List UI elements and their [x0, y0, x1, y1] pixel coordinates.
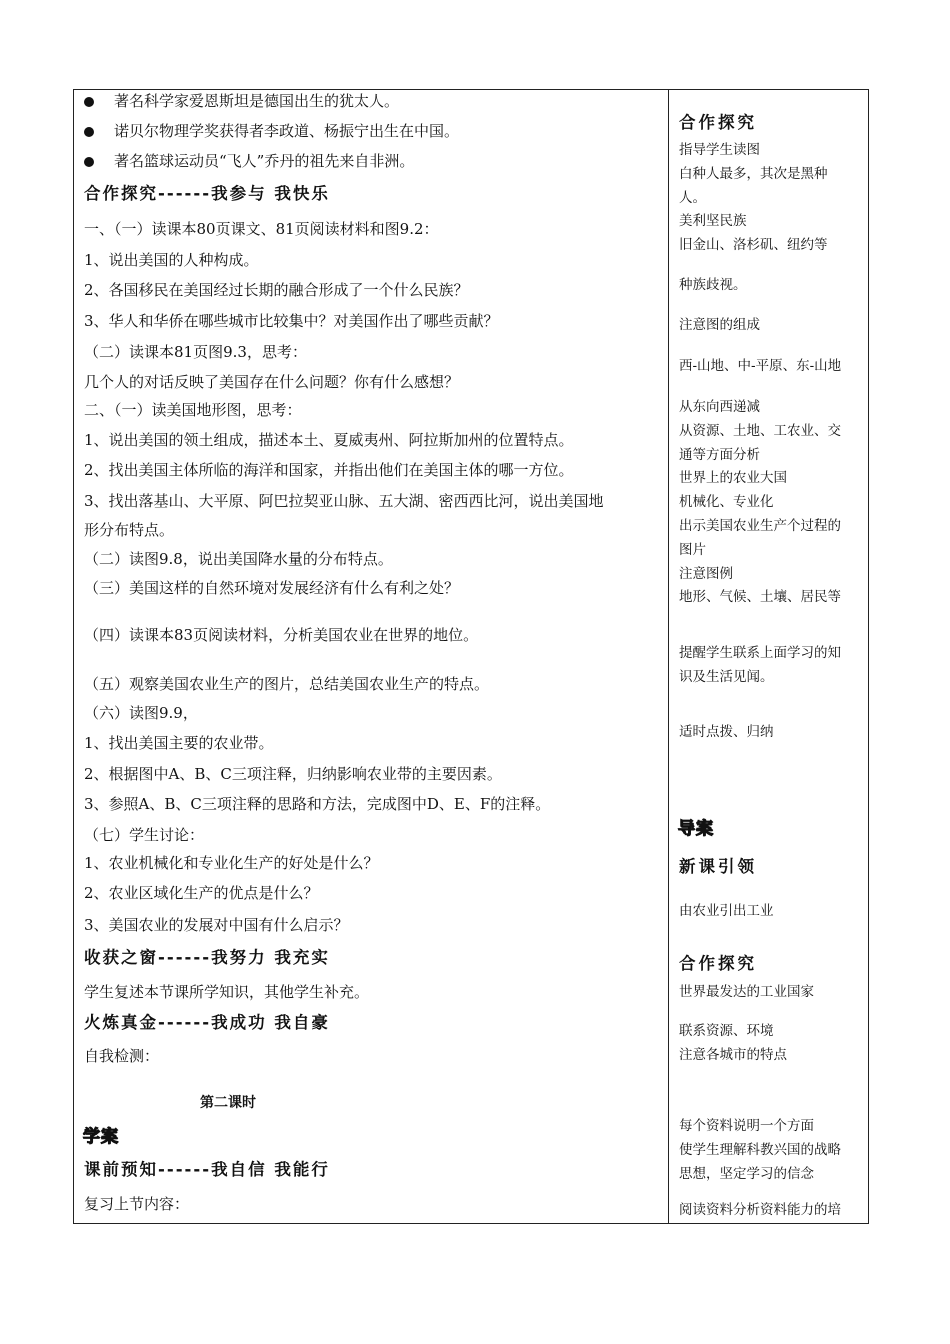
- bullet-item: 诺贝尔物理学奖获得者李政道、杨振宁出生在中国。: [114, 122, 460, 140]
- note-line: 人。: [679, 190, 706, 206]
- question-line: （二）读图9.8，说出美国降水量的分布特点。: [84, 550, 393, 568]
- summary-line: 学生复述本节课所学知识，其他学生补充。: [84, 983, 370, 1001]
- question-line: 1、找出美国主要的农业带。: [84, 734, 274, 752]
- note-line: 从资源、土地、工农业、交: [679, 423, 841, 439]
- note-line: 世界最发达的工业国家: [679, 984, 814, 1000]
- notes-heading-cooperate-2: 合作探究: [679, 954, 757, 973]
- note-line: 注意图例: [679, 566, 733, 582]
- note-line: 指导学生读图: [679, 142, 760, 158]
- bullet-dot: [84, 157, 94, 167]
- question-line: 2、找出美国主体所临的海洋和国家，并指出他们在美国主体的哪一方位。: [84, 461, 574, 479]
- note-line: 西-山地、中-平原、东-山地: [679, 358, 842, 374]
- note-line: 注意图的组成: [679, 317, 760, 333]
- question-line: （六）读图9.9，: [84, 704, 198, 722]
- question-line: 二、（一）读美国地形图，思考：: [84, 401, 302, 419]
- note-line: 白种人最多，其次是黑种: [679, 166, 828, 182]
- note-line: 美利坚民族: [679, 213, 747, 229]
- section-heading-test: 火炼真金------我成功 我自豪: [84, 1013, 330, 1032]
- question-line: （四）读课本83页阅读材料，分析美国农业在世界的地位。: [84, 626, 479, 644]
- question-line: （三）美国这样的自然环境对发展经济有什么有利之处？: [84, 579, 460, 597]
- note-line: 识及生活见闻。: [679, 669, 774, 685]
- question-line: 3、美国农业的发展对中国有什么启示？: [84, 916, 349, 934]
- bullet-item: 著名篮球运动员“飞人”乔丹的祖先来自非洲。: [114, 152, 415, 170]
- question-line: 2、各国移民在美国经过长期的融合形成了一个什么民族？: [84, 281, 469, 299]
- notes-heading-cooperate: 合作探究: [679, 113, 757, 132]
- note-line: 机械化、专业化: [679, 494, 774, 510]
- question-line: 形分布特点。: [84, 521, 175, 539]
- question-line: 一、（一）读课本80页课文、81页阅读材料和图9.2：: [84, 220, 439, 238]
- lesson-plan-table: [73, 89, 869, 1224]
- question-line: 2、根据图中A、B、C三项注释，归纳影响农业带的主要因素。: [84, 765, 502, 783]
- bullet-item: 著名科学家爱恩斯坦是德国出生的犹太人。: [114, 92, 400, 110]
- question-line: 3、华人和华侨在哪些城市比较集中？对美国作出了哪些贡献？: [84, 312, 499, 330]
- self-test-label: 自我检测：: [84, 1047, 160, 1065]
- question-line: （二）读课本81页图9.3，思考：: [84, 343, 307, 361]
- note-line: 种族歧视。: [679, 277, 747, 293]
- question-line: 1、说出美国的领土组成，描述本土、夏威夷州、阿拉斯加州的位置特点。: [84, 431, 574, 449]
- note-line: 阅读资料分析资料能力的培: [679, 1202, 841, 1218]
- review-line: 复习上节内容：: [84, 1195, 190, 1213]
- question-line: 1、农业机械化和专业化生产的好处是什么？: [84, 854, 379, 872]
- note-line: 地形、气候、土壤、居民等: [679, 589, 841, 605]
- question-line: 3、参照A、B、C三项注释的思路和方法，完成图中D、E、F的注释。: [84, 795, 551, 813]
- note-line: 出示美国农业生产个过程的: [679, 518, 841, 534]
- column-divider: [668, 90, 669, 1223]
- bullet-dot: [84, 97, 94, 107]
- note-line: 适时点拨、归纳: [679, 724, 774, 740]
- note-line: 思想，坚定学习的信念: [679, 1166, 814, 1182]
- note-line: 提醒学生联系上面学习的知: [679, 645, 841, 661]
- section-heading-harvest: 收获之窗------我努力 我充实: [84, 948, 330, 967]
- note-line: 注意各城市的特点: [679, 1047, 787, 1063]
- question-line: （五）观察美国农业生产的图片，总结美国农业生产的特点。: [84, 675, 490, 693]
- question-line: 3、找出落基山、大平原、阿巴拉契亚山脉、五大湖、密西西比河，说出美国地: [84, 492, 604, 510]
- note-line: 由农业引出工业: [679, 903, 774, 919]
- section-heading-cooperate: 合作探究------我参与 我快乐: [84, 184, 330, 203]
- note-line: 使学生理解科教兴国的战略: [679, 1142, 841, 1158]
- question-line: 1、说出美国的人种构成。: [84, 251, 259, 269]
- note-line: 每个资料说明一个方面: [679, 1118, 814, 1134]
- question-line: 几个人的对话反映了美国存在什么问题？你有什么感想？: [84, 373, 460, 391]
- note-line: 从东向西递减: [679, 399, 760, 415]
- daoan-badge: 导案: [678, 819, 714, 839]
- xuean-badge: 学案: [83, 1127, 119, 1147]
- lesson-2-title: 第二课时: [200, 1095, 256, 1111]
- section-heading-preview: 课前预知------我自信 我能行: [84, 1160, 330, 1179]
- note-line: 通等方面分析: [679, 447, 760, 463]
- bullet-dot: [84, 127, 94, 137]
- note-line: 图片: [679, 542, 706, 558]
- note-line: 联系资源、环境: [679, 1023, 774, 1039]
- notes-heading-new-lesson: 新课引领: [679, 857, 757, 876]
- note-line: 旧金山、洛杉矶、纽约等: [679, 237, 828, 253]
- question-line: 2、农业区域化生产的优点是什么？: [84, 884, 319, 902]
- question-line: （七）学生讨论：: [84, 826, 205, 844]
- note-line: 世界上的农业大国: [679, 470, 787, 486]
